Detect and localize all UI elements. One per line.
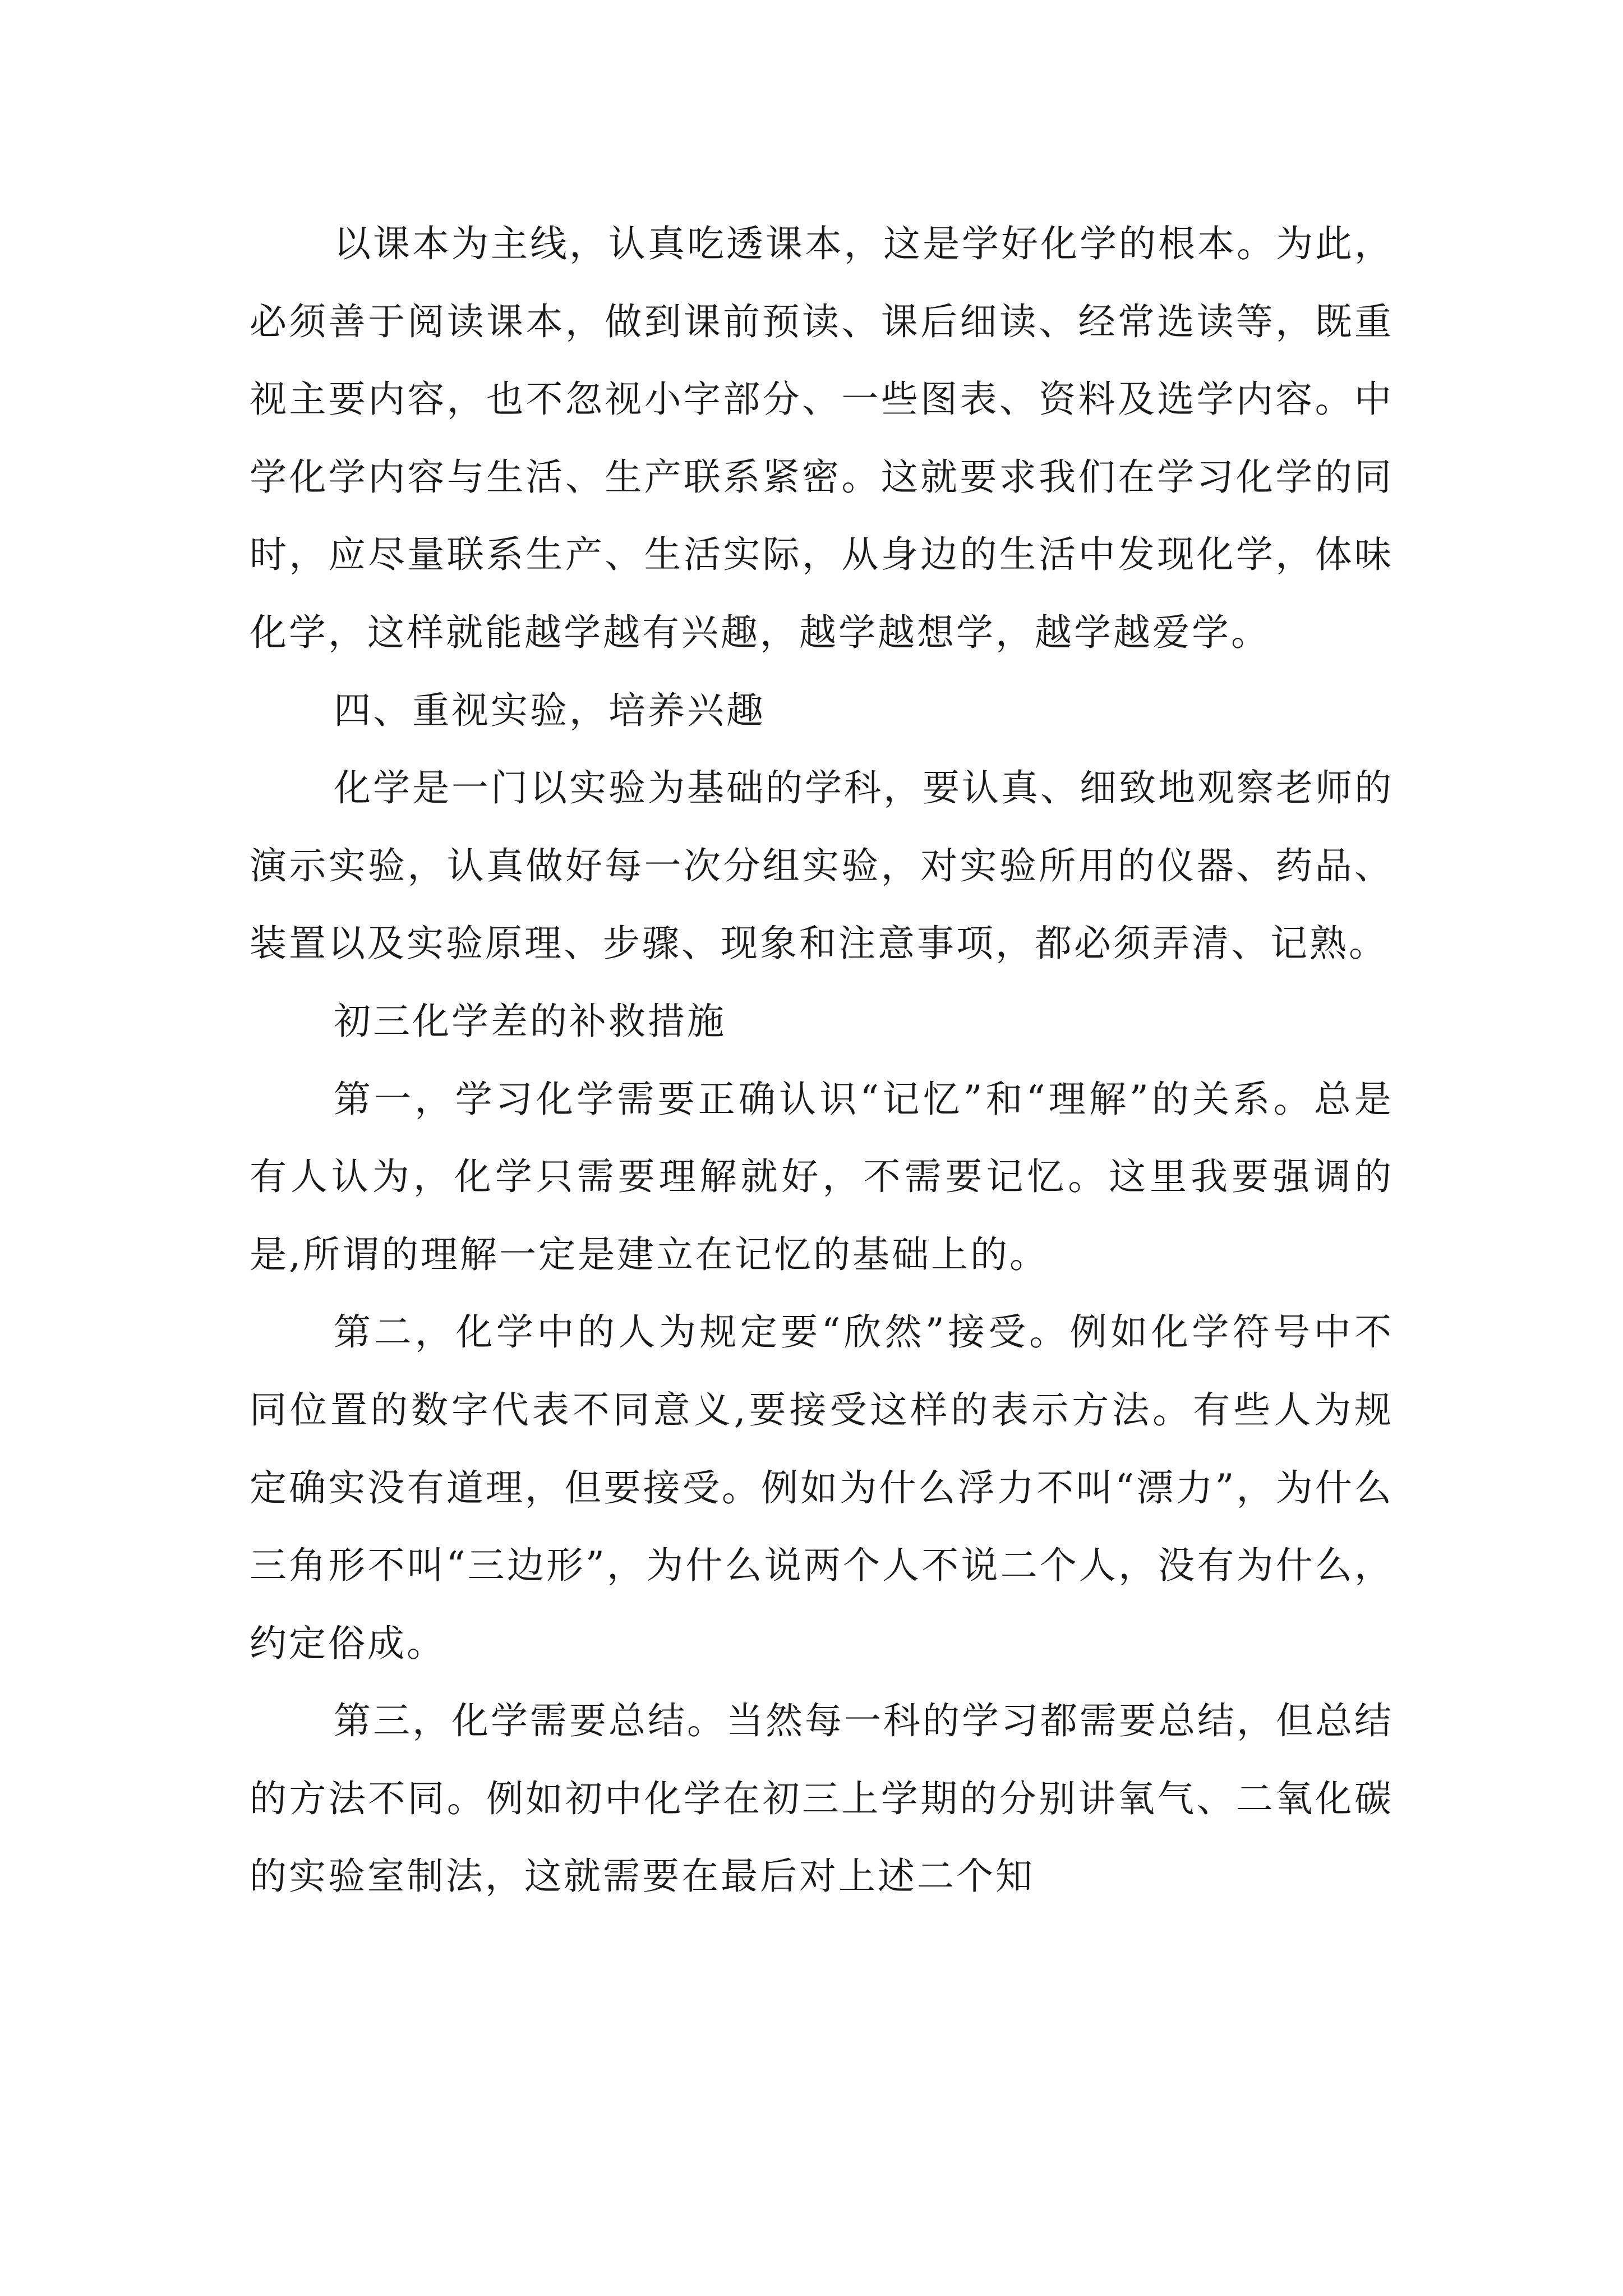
paragraph-experiments: 化学是一门以实验为基础的学科，要认真、细致地观察老师的演示实验，认真做好每一次分组实验，对实验所用的仪器、药品、装置以及实验原理、步骤、现象和注意事项，都必须弄清、记熟。 bbox=[250, 766, 1394, 965]
paragraph-textbook-study: 以课本为主线，认真吃透课本，这是学好化学的根本。为此，必须善于阅读课本，做到课前预读、课后细读、经常选读等，既重视主要内容，也不忽视小字部分、一些图表、资料及选学内容。中学化学内容与生活、生产联系紧密。这就要求我们在学习化学的同时，应尽量联系生产、生活实际，从身边的生活中发现化学，体味化学，这样就能越学越有兴趣，越学越想学，越学越爱学。 bbox=[250, 222, 1394, 654]
section-heading-experiments: 四、重视实验，培养兴趣 bbox=[334, 688, 766, 732]
paragraph-first-remedy: 第一，学习化学需要正确认识“记忆”和“理解”的关系。总是有人认为，化学只需要理解就好，不需要记忆。这里我要强调的是,所谓的理解一定是建立在记忆的基础上的。 bbox=[250, 1077, 1394, 1276]
paragraph-second-remedy: 第二，化学中的人为规定要“欣然”接受。例如化学符号中不同位置的数字代表不同意义,要接受这样的表示方法。有些人为规定确实没有道理，但要接受。例如为什么浮力不叫“漂力”，为什么三角形不叫“三边形”，为什么说两个人不说二个人，没有为什么，约定俗成。 bbox=[250, 1310, 1394, 1665]
section-heading-remedies: 初三化学差的补救措施 bbox=[334, 999, 726, 1043]
paragraph-third-remedy: 第三，化学需要总结。当然每一科的学习都需要总结，但总结的方法不同。例如初中化学在初三上学期的分别讲氧气、二氧化碳的实验室制法，这就需要在最后对上述二个知 bbox=[250, 1699, 1394, 1898]
document-body bbox=[250, 205, 1394, 1916]
